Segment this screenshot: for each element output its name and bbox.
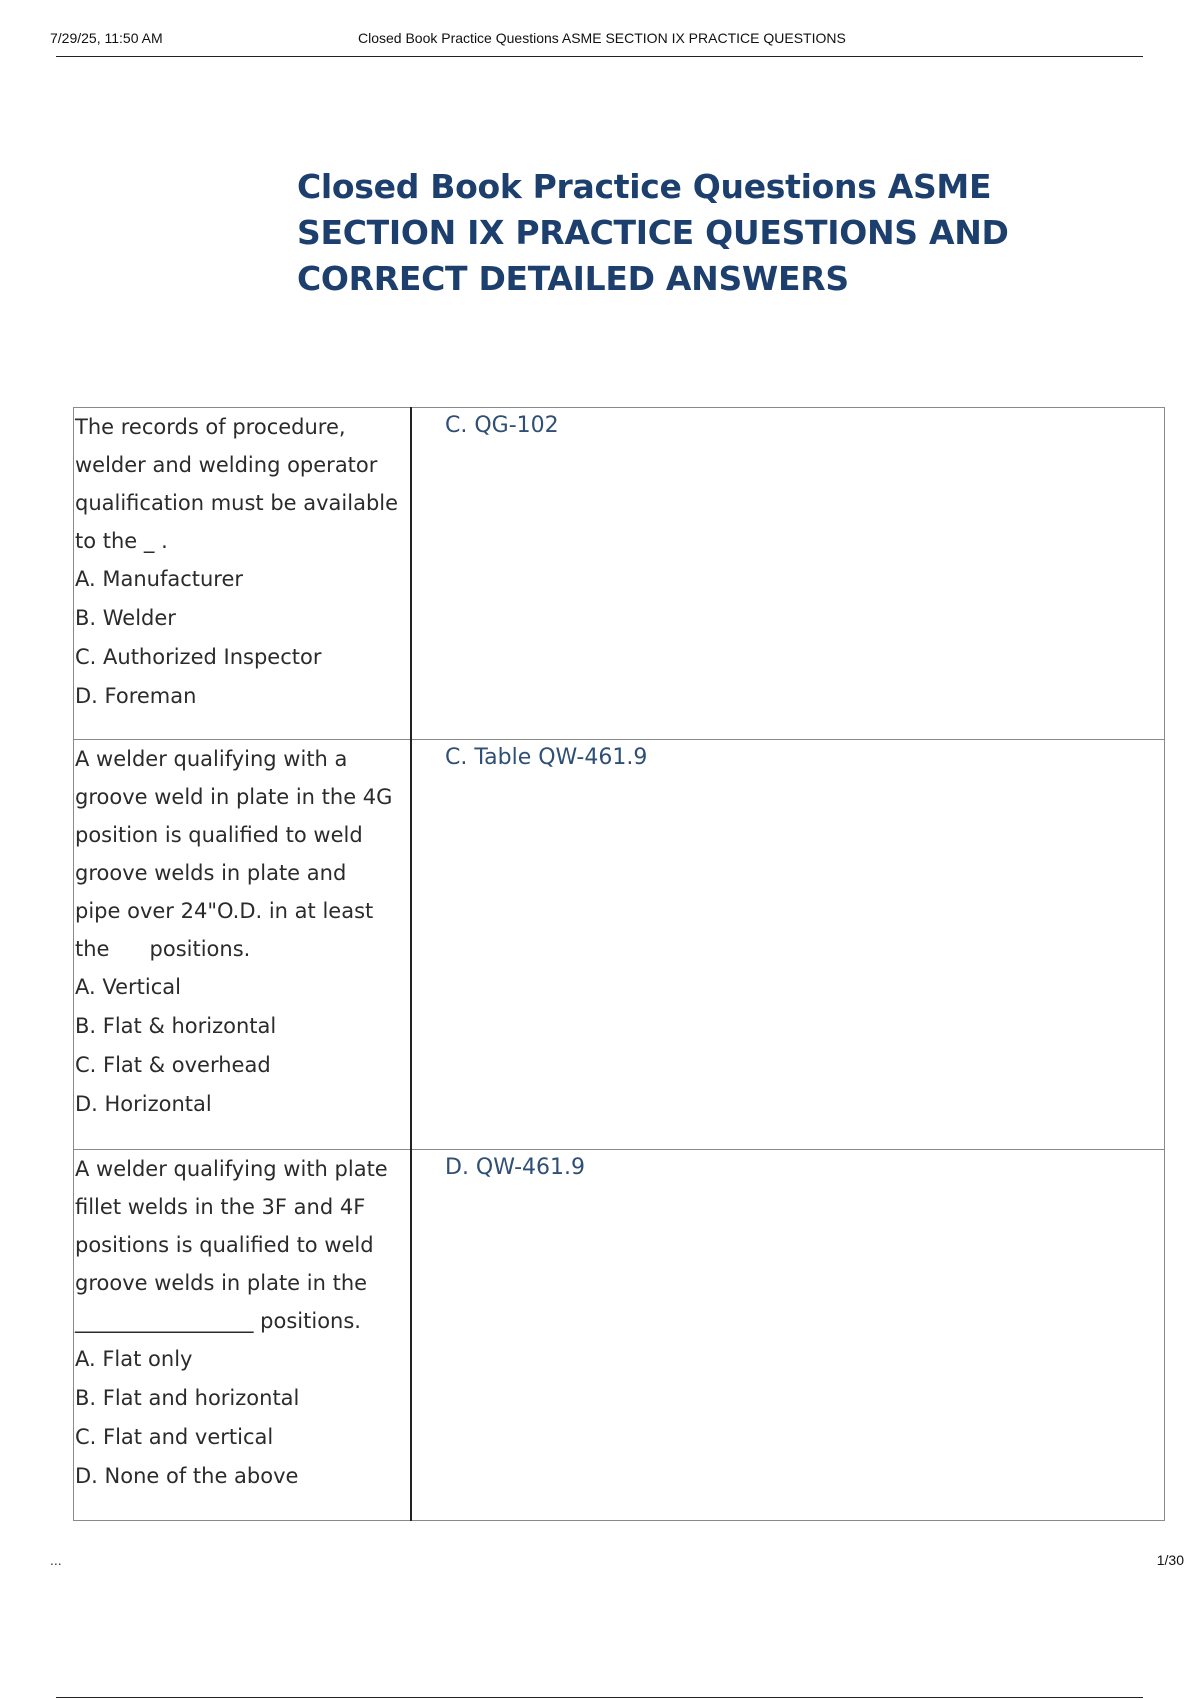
answer-text: D. QW-461.9 (445, 1155, 586, 1180)
question-stem-line: The records of procedure, (75, 415, 346, 439)
question-stem-line: the positions. (75, 937, 251, 961)
question-stem-line: A welder qualifying with plate (75, 1157, 388, 1181)
document-title-line: SECTION IX PRACTICE QUESTIONS AND (297, 213, 1009, 252)
question-option: C. Flat & overhead (75, 1053, 271, 1077)
question-stem-line: A welder qualifying with a (75, 747, 348, 771)
header-divider (56, 56, 1143, 57)
question-stem-line: groove weld in plate in the 4G (75, 785, 393, 809)
question-option: D. Foreman (75, 684, 197, 708)
question-option: B. Flat & horizontal (75, 1014, 277, 1038)
answer-cell (411, 408, 1165, 740)
question-option: C. Flat and vertical (75, 1425, 274, 1449)
question-cell (74, 1150, 412, 1521)
question-option: C. Authorized Inspector (75, 645, 322, 669)
question-stem-line: to the _ . (75, 529, 168, 553)
question-stem-line: pipe over 24"O.D. in at least (75, 899, 374, 923)
question-stem-line: groove welds in plate and (75, 861, 347, 885)
question-row (74, 740, 1165, 1150)
question-row (74, 408, 1165, 740)
question-cell (74, 740, 412, 1150)
footer-divider (56, 1697, 1143, 1698)
question-stem-line: groove welds in plate in the (75, 1271, 368, 1295)
answer-text: C. QG-102 (445, 413, 559, 438)
answer-cell (411, 740, 1165, 1150)
question-row (74, 1150, 1165, 1521)
question-option: D. Horizontal (75, 1092, 212, 1116)
question-option: D. None of the above (75, 1464, 299, 1488)
document-title-line: Closed Book Practice Questions ASME (297, 167, 992, 206)
question-stem-line: position is qualified to weld (75, 823, 363, 847)
answer-text: C. Table QW-461.9 (445, 745, 648, 770)
question-stem-line: welder and welding operator (75, 453, 378, 477)
question-option: B. Flat and horizontal (75, 1386, 300, 1410)
question-stem-line: fillet welds in the 3F and 4F (75, 1195, 366, 1219)
question-answer-table (73, 407, 1165, 1521)
document-title (297, 164, 1057, 302)
question-cell (74, 408, 412, 740)
page-indicator: 1/30 (1156, 1552, 1184, 1568)
question-option: B. Welder (75, 606, 176, 630)
question-option: A. Flat only (75, 1347, 193, 1371)
print-date: 7/29/25, 11:50 AM (50, 30, 163, 46)
document-title-line: CORRECT DETAILED ANSWERS (297, 259, 849, 298)
question-stem-line: _________________ positions. (75, 1309, 361, 1333)
question-option: A. Vertical (75, 975, 181, 999)
answer-cell (411, 1150, 1165, 1521)
footer-ellipsis: ... (50, 1552, 62, 1568)
print-page-title: Closed Book Practice Questions ASME SECTION IX PRACTICE QUESTIONS (358, 30, 846, 46)
question-option: A. Manufacturer (75, 567, 244, 591)
question-stem-line: positions is qualified to weld (75, 1233, 374, 1257)
print-header (0, 0, 1200, 60)
question-stem-line: qualification must be available (75, 491, 399, 515)
